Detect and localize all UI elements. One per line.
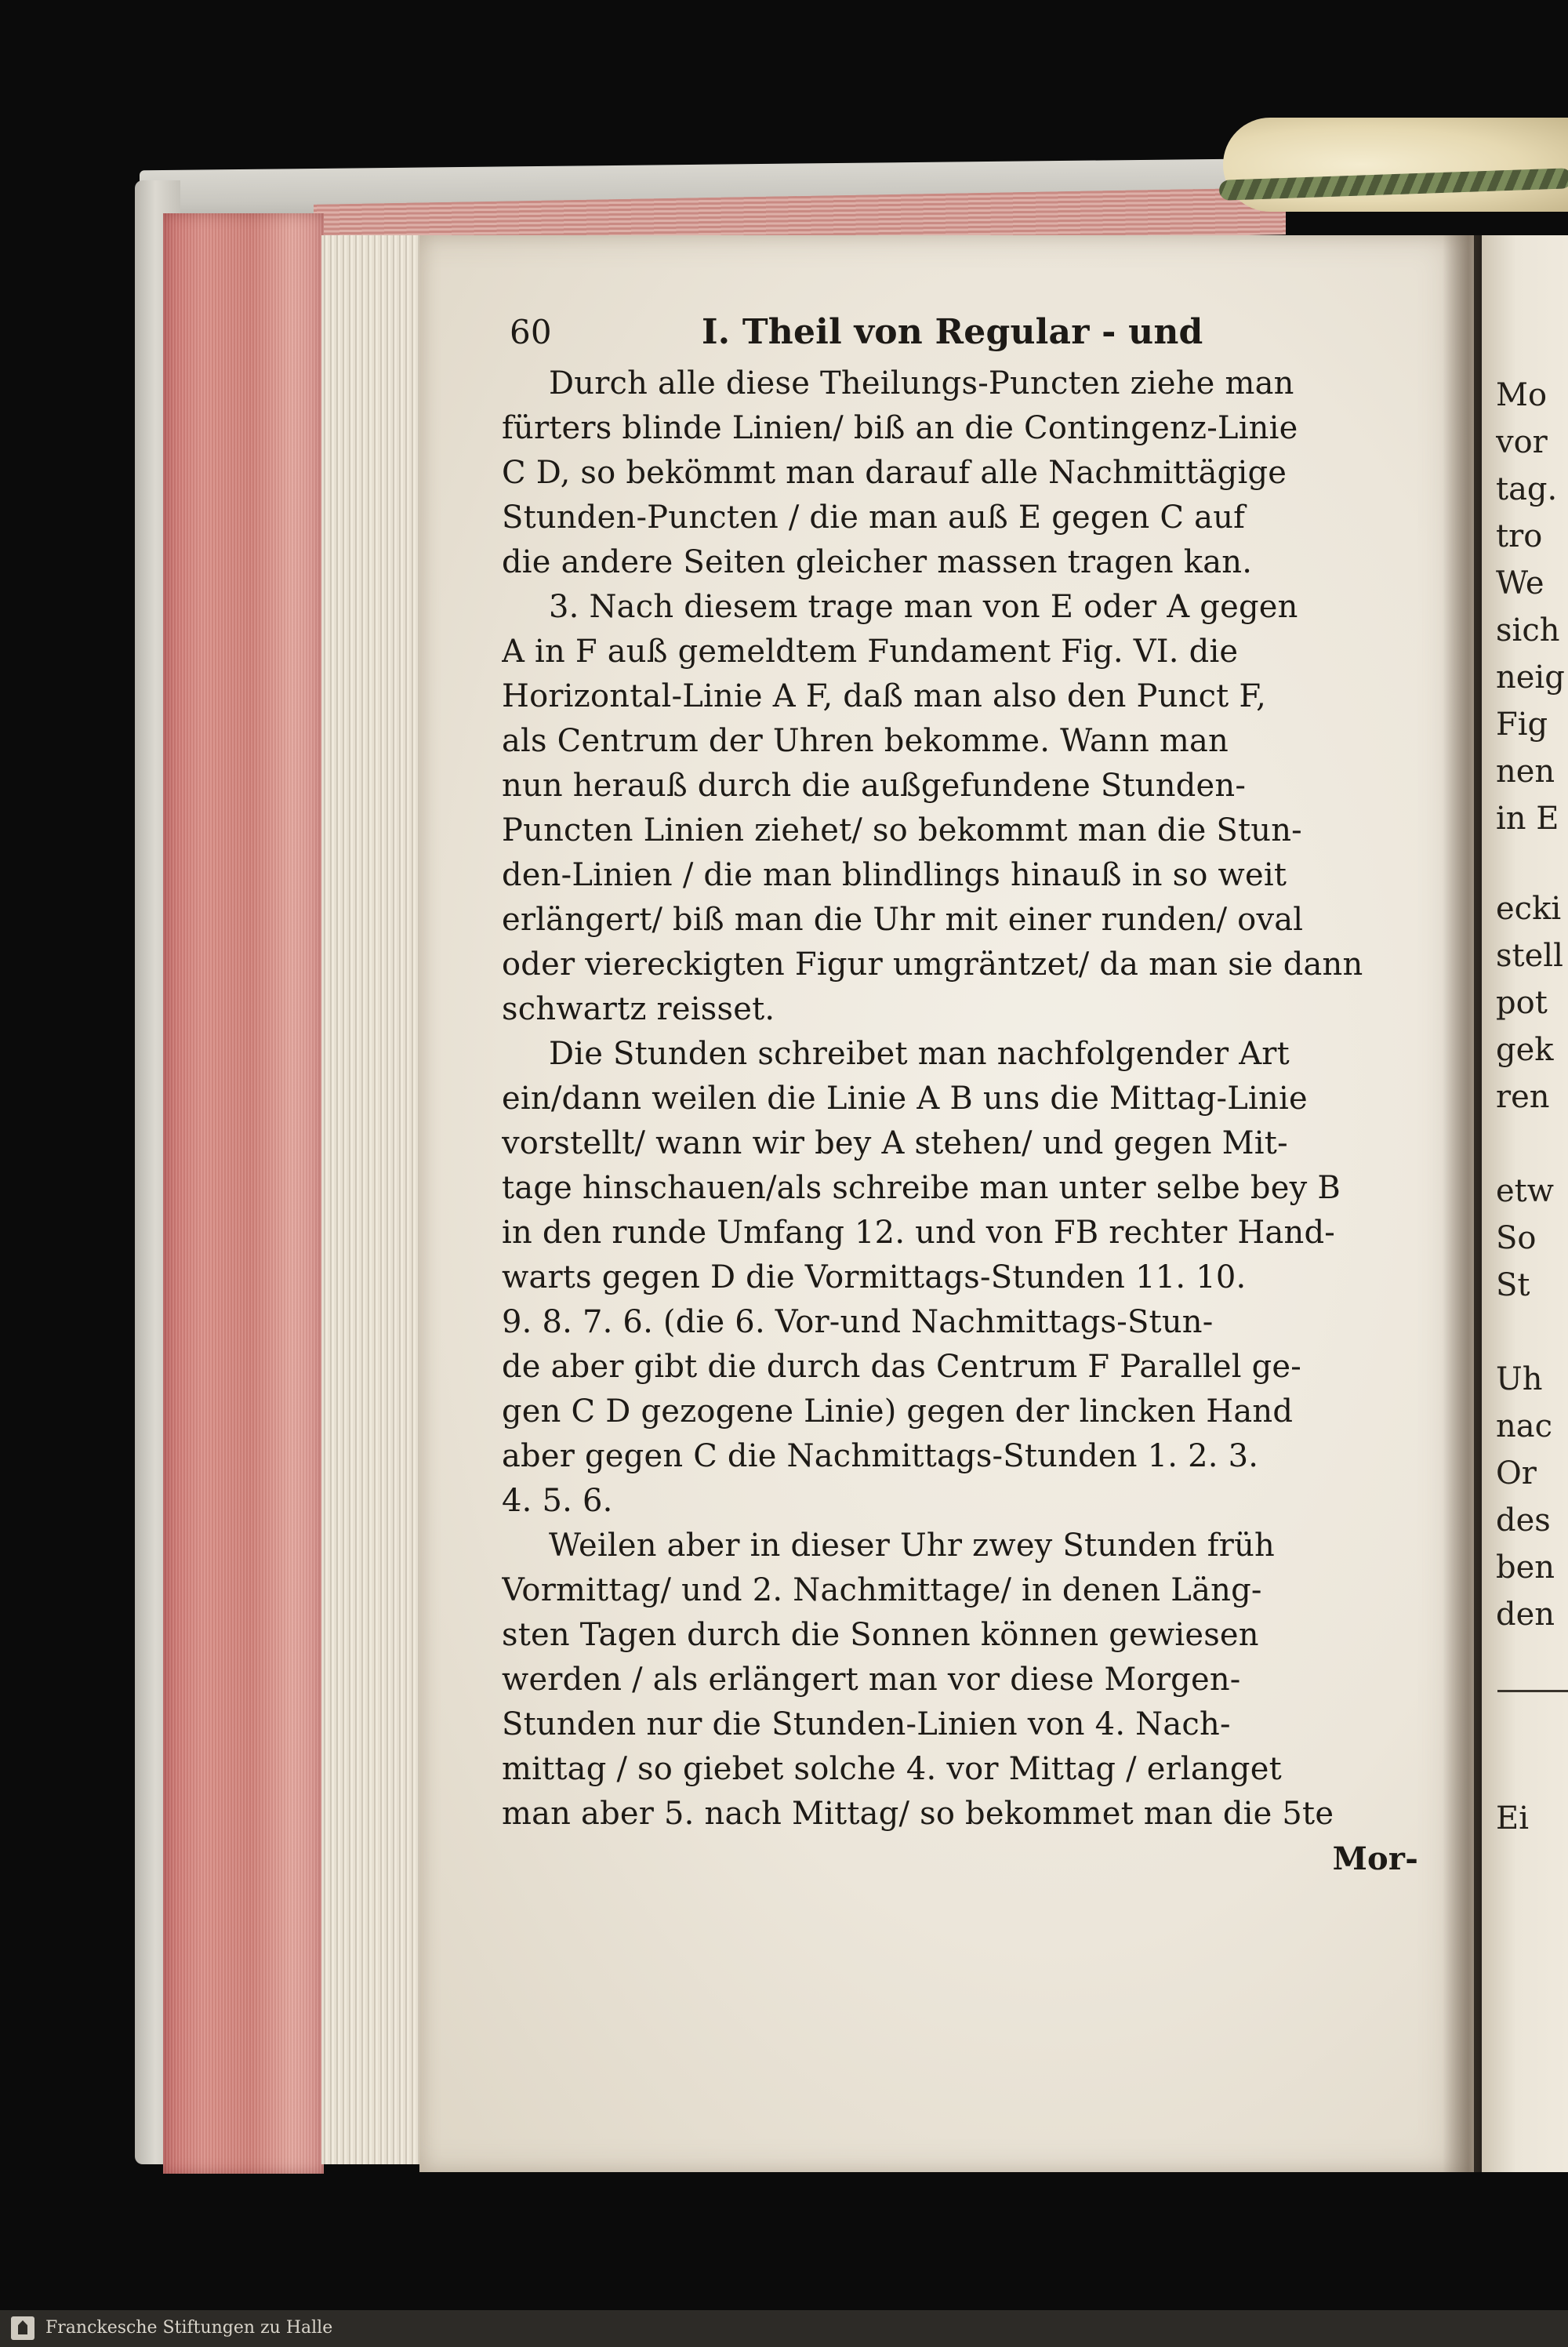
right-page-fragment: in E xyxy=(1496,801,1559,837)
text-line: Durch alle diese Theilungs-Puncten ziehe man xyxy=(549,365,1294,401)
text-line: 4. 5. 6. xyxy=(502,1483,613,1519)
text-line: warts gegen D die Vormittags-Stunden 11. 10. xyxy=(502,1259,1247,1295)
text-line: 3. Nach diesem trage man von E oder A gegen xyxy=(549,589,1298,625)
text-line: C D, so bekömmt man darauf alle Nachmittägige xyxy=(502,455,1287,491)
right-page-fragment: vor xyxy=(1496,424,1548,460)
right-page-fragment: tag. xyxy=(1496,471,1558,507)
left-page-text xyxy=(502,310,1423,1881)
text-line: oder viereckigten Figur umgräntzet/ da man sie dann xyxy=(502,946,1363,983)
text-line: tage hinschauen/als schreibe man unter selbe bey B xyxy=(502,1170,1341,1206)
right-page-fragment: tro xyxy=(1496,518,1543,554)
footer-credit: Franckesche Stiftungen zu Halle xyxy=(45,2318,333,2338)
right-page-fragment: ren xyxy=(1496,1079,1550,1115)
right-page-fragment: stell xyxy=(1496,938,1563,974)
running-head: I. Theil von Regular - und xyxy=(702,312,1203,352)
text-line: Stunden nur die Stunden-Linien von 4. Nach- xyxy=(502,1706,1231,1742)
text-line: aber gegen C die Nachmittags-Stunden 1. 2. 3. xyxy=(502,1438,1259,1474)
right-page-fragment: nen xyxy=(1496,754,1555,790)
right-page-fragment: nac xyxy=(1496,1408,1553,1444)
right-page-fragment: neig xyxy=(1496,659,1565,696)
right-page-fragment: Ei xyxy=(1496,1800,1529,1837)
text-line: vorstellt/ wann wir bey A stehen/ und gegen Mit- xyxy=(502,1125,1288,1161)
catchword: Mor- xyxy=(1332,1840,1418,1877)
right-page-fragment: St xyxy=(1496,1267,1530,1303)
footer-bar xyxy=(0,2310,1568,2347)
right-page-fragment: So xyxy=(1496,1220,1537,1256)
right-page-fragment: Fig xyxy=(1496,707,1548,743)
text-line: Puncten Linien ziehet/ so bekommt man die Stun- xyxy=(502,812,1302,848)
page-stack xyxy=(321,235,431,2164)
right-page-rule xyxy=(1497,1690,1568,1692)
right-page-fragment: gek xyxy=(1496,1032,1554,1068)
right-page-fragment: We xyxy=(1496,565,1544,601)
text-line: den-Linien / die man blindlings hinauß in so weit xyxy=(502,857,1287,893)
page-number: 60 xyxy=(510,313,552,351)
text-line: Vormittag/ und 2. Nachmittage/ in denen Läng- xyxy=(502,1572,1262,1608)
text-line: de aber gibt die durch das Centrum F Parallel ge- xyxy=(502,1349,1301,1385)
page-header xyxy=(502,310,1423,361)
right-page-fragment: etw xyxy=(1496,1173,1554,1209)
right-page-fragment: Uh xyxy=(1496,1361,1543,1397)
text-line: in den runde Umfang 12. und von FB rechter Hand- xyxy=(502,1215,1335,1251)
text-line: Die Stunden schreibet man nachfolgender Art xyxy=(549,1036,1290,1072)
text-line: fürters blinde Linien/ biß an die Contingenz-Linie xyxy=(502,410,1298,446)
institution-logo-icon xyxy=(11,2316,34,2340)
text-line: Stunden-Puncten / die man auß E gegen C auf xyxy=(502,500,1246,536)
body-text xyxy=(502,361,1423,1837)
text-line: werden / als erlängert man vor diese Morgen- xyxy=(502,1662,1241,1698)
text-line: gen C D gezogene Linie) gegen der lincken Hand xyxy=(502,1393,1294,1430)
text-line: Weilen aber in dieser Uhr zwey Stunden früh xyxy=(549,1528,1276,1564)
right-page-fragment: sich xyxy=(1496,612,1560,649)
text-line: A in F auß gemeldtem Fundament Fig. VI. die xyxy=(502,634,1239,670)
text-line: als Centrum der Uhren bekomme. Wann man xyxy=(502,723,1229,759)
right-page-fragment: des xyxy=(1496,1502,1551,1539)
text-line: mittag / so giebet solche 4. vor Mittag / erlanget xyxy=(502,1751,1282,1787)
right-page-fragment: den xyxy=(1496,1597,1555,1633)
book-red-fore-edge xyxy=(163,213,324,2174)
text-line: die andere Seiten gleicher massen tragen kan. xyxy=(502,544,1253,580)
right-page-fragment: Or xyxy=(1496,1455,1537,1491)
text-line: nun herauß durch die außgefundene Stunden- xyxy=(502,768,1247,804)
right-page-fragment: Mo xyxy=(1496,377,1548,413)
text-line: ein/dann weilen die Linie A B uns die Mittag-Linie xyxy=(502,1081,1308,1117)
text-line: sten Tagen durch die Sonnen können gewiesen xyxy=(502,1617,1259,1653)
right-page-fragment: ben xyxy=(1496,1550,1555,1586)
right-page-fragment: pot xyxy=(1496,985,1548,1021)
text-line: erlängert/ biß man die Uhr mit einer runden/ oval xyxy=(502,902,1304,938)
text-line: schwartz reisset. xyxy=(502,991,775,1027)
right-page-fragment: ecki xyxy=(1496,891,1562,927)
text-line: man aber 5. nach Mittag/ so bekommet man die 5te xyxy=(502,1796,1334,1832)
text-line: Horizontal-Linie A F, daß man also den Punct F, xyxy=(502,678,1267,714)
text-line: 9. 8. 7. 6. (die 6. Vor-und Nachmittags-Stun- xyxy=(502,1304,1214,1340)
